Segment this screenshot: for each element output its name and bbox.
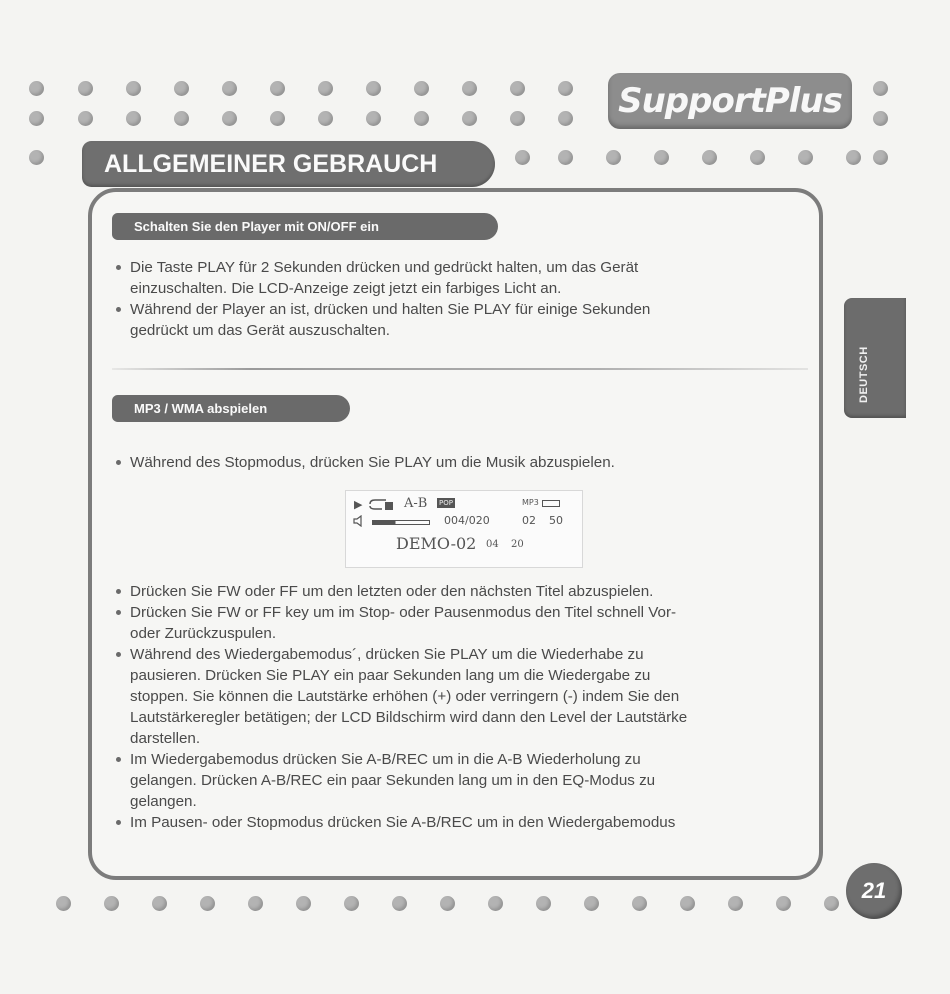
section1-heading [112,213,498,240]
decorative-dot [510,111,525,126]
decorative-dot [515,150,530,165]
language-tab [844,298,906,418]
decorative-dot [152,896,167,911]
decorative-dot [29,81,44,96]
decorative-dot [440,896,455,911]
decorative-dot [798,150,813,165]
decorative-dot [222,81,237,96]
decorative-dot [200,896,215,911]
brand-text: SupportPlus [618,81,842,121]
list-item: Im Wiedergabemodus drücken Sie A-B/REC um in die A-B Wiederholung zu gelangen. Drücken A-B/REC ein paar Sekunden lang um in den EQ-Modus zu gelangen. [116,749,806,812]
track-counter: 004/020 [444,514,490,527]
decorative-dot [344,896,359,911]
section2-list [116,581,806,833]
list-item: Während der Player an ist, drücken und halten Sie PLAY für einige Sekunden gedrückt um das Gerät auszuschalten. [116,299,806,341]
format-label: MP3 [522,498,539,507]
decorative-dot [56,896,71,911]
decorative-dot [414,81,429,96]
decorative-dot [558,81,573,96]
time-top-min: 02 [522,514,536,527]
decorative-dot [654,150,669,165]
decorative-dot [728,896,743,911]
decorative-dot [318,81,333,96]
decorative-dot [510,81,525,96]
decorative-dot [462,81,477,96]
decorative-dot [174,111,189,126]
decorative-dot [29,150,44,165]
decorative-dot [680,896,695,911]
decorative-dot [366,81,381,96]
decorative-dot [584,896,599,911]
time-top-sec: 50 [549,514,563,527]
decorative-dot [824,896,839,911]
battery-icon [542,500,560,507]
list-item: Während des Wiedergabemodus´, drücken Sie PLAY um die Wiederhabe zu pausieren. Drücken Sie PLAY ein paar Sekunden lang um die Wiedergabe zu stoppen. Sie können die Lautstärke erhöhen (+) oder verringern (-) indem Sie den Lautstärkeregler betätigen; der LCD Bildschirm wird dann den Level der Lautstärke darstellen. [116,644,806,749]
decorative-dot [126,81,141,96]
speaker-icon [353,515,365,527]
divider [112,368,808,370]
decorative-dot [873,81,888,96]
section2-heading [112,395,350,422]
decorative-dot [174,81,189,96]
decorative-dot [536,896,551,911]
decorative-dot [702,150,717,165]
decorative-dot [296,896,311,911]
lcd-display-illustration [345,490,583,568]
decorative-dot [488,896,503,911]
time-bottom-min: 04 [486,539,499,550]
ab-indicator: A-B [404,496,428,511]
list-item: Die Taste PLAY für 2 Sekunden drücken und gedrückt halten, um das Gerät einzuschalten. Die LCD-Anzeige zeigt jetzt ein farbiges Licht an. [116,257,806,299]
decorative-dot [248,896,263,911]
decorative-dot [846,150,861,165]
language-tab-label: DEUTSCH [858,346,870,403]
list-item: Drücken Sie FW oder FF um den letzten oder den nächsten Titel abzuspielen. [116,581,806,602]
brand-logo [608,73,852,129]
decorative-dot [873,150,888,165]
decorative-dot [558,150,573,165]
decorative-dot [270,81,285,96]
decorative-dot [104,896,119,911]
decorative-dot [126,111,141,126]
decorative-dot [462,111,477,126]
decorative-dot [873,111,888,126]
decorative-dot [392,896,407,911]
decorative-dot [318,111,333,126]
time-bottom-sec: 20 [511,539,524,550]
decorative-dot [632,896,647,911]
play-icon: ▶ [354,498,363,511]
list-item: Drücken Sie FW or FF key um im Stop- oder Pausenmodus den Titel schnell Vor- oder Zurückzuspulen. [116,602,806,644]
decorative-dot [558,111,573,126]
decorative-dot [78,111,93,126]
repeat-icon [368,498,394,511]
section2-intro-list [116,452,806,473]
section1-heading-text: Schalten Sie den Player mit ON/OFF ein [134,219,379,234]
section-title-text: ALLGEMEINER GEBRAUCH [104,149,438,178]
decorative-dot [78,81,93,96]
volume-bar [372,520,430,525]
section-title [82,141,495,187]
decorative-dot [776,896,791,911]
page-number-badge [846,863,902,919]
page-number: 21 [861,878,887,903]
list-item: Im Pausen- oder Stopmodus drücken Sie A-B/REC um in den Wiedergabemodus [116,812,806,833]
decorative-dot [606,150,621,165]
decorative-dot [750,150,765,165]
list-item: Während des Stopmodus, drücken Sie PLAY um die Musik abzuspielen. [116,452,806,473]
decorative-dot [270,111,285,126]
section1-list [116,257,806,341]
section2-heading-text: MP3 / WMA abspielen [134,401,268,416]
decorative-dot [414,111,429,126]
decorative-dot [366,111,381,126]
decorative-dot [222,111,237,126]
song-title: DEMO-02 [396,534,477,553]
decorative-dot [29,111,44,126]
eq-badge: POP [439,499,453,507]
